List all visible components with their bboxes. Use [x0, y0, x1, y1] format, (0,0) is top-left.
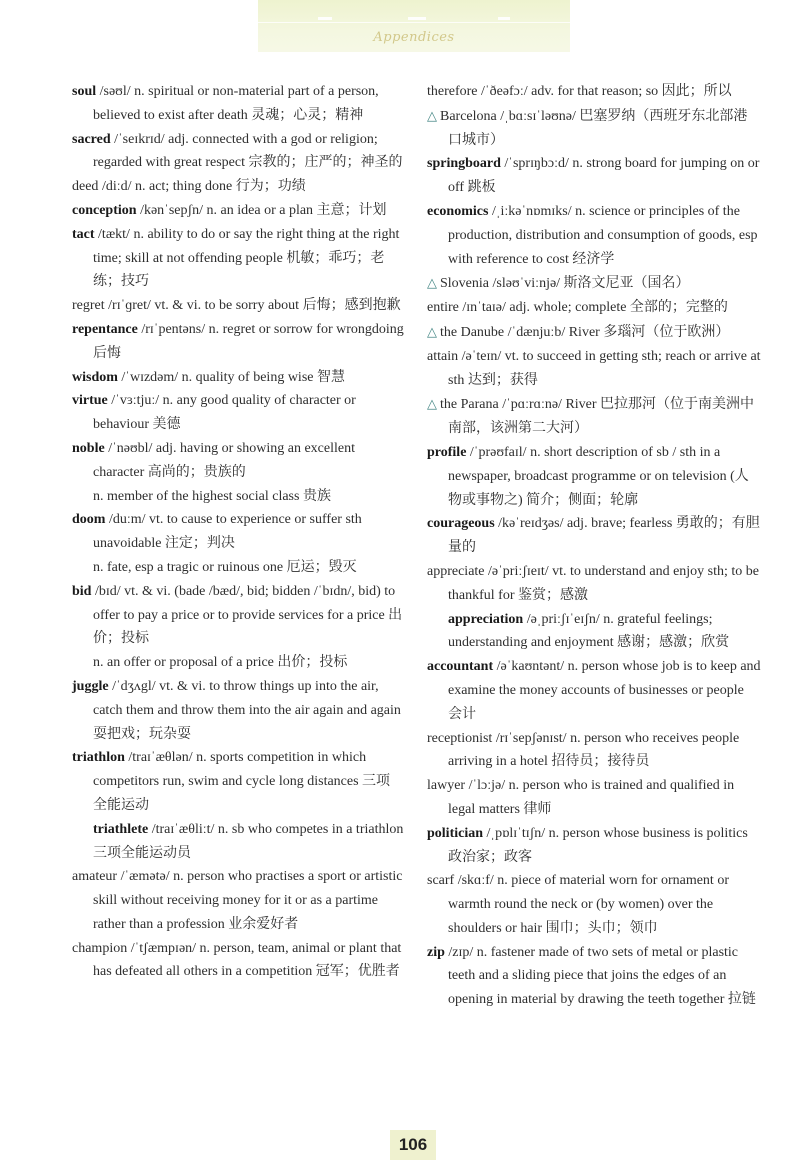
definition: /ˈwɪzdəm/ n. quality of being wise 智慧	[121, 369, 345, 385]
page-number: 106	[398, 1135, 428, 1154]
sub-definition-text: /əˌpriːʃɪˈeɪʃn/ n. grateful feelings; understanding and enjoyment 感谢；感激；欣赏	[448, 611, 730, 651]
headword: springboard	[427, 156, 501, 172]
glossary-entry	[427, 560, 761, 655]
headword: lawyer	[427, 778, 466, 794]
glossary-entry	[427, 774, 761, 822]
glossary-entry	[72, 437, 404, 508]
headword: regret	[72, 298, 105, 314]
glossary-entry	[427, 345, 761, 393]
definition: /ˈðeəfɔː/ adv. for that reason; so 因此；所以	[481, 84, 732, 99]
glossary-entry	[72, 199, 404, 223]
definition: /ˌiːkəˈnɒmɪks/ n. science or principles of the production, distribution and consumption of goods, esp with reference to cost 经济学	[448, 203, 758, 267]
glossary-entry	[427, 822, 761, 870]
glossary-entry	[427, 271, 761, 296]
glossary-entry	[427, 152, 761, 200]
glossary-entry	[427, 320, 761, 345]
glossary-entry	[427, 727, 761, 775]
glossary-entry	[427, 104, 761, 153]
headword: therefore	[427, 84, 478, 99]
definition: /ˈnəʊbl/ adj. having or showing an excellent character 高尚的；贵族的	[93, 440, 355, 480]
triangle-icon: △	[427, 275, 437, 291]
headword: conception	[72, 202, 137, 218]
sub-definition	[93, 485, 404, 509]
definition: /ˈsprɪŋbɔːd/ n. strong board for jumping on or off 跳板	[448, 156, 760, 196]
header-band	[258, 0, 570, 52]
header-dash	[408, 17, 426, 20]
definition: /ˈtʃæmpɪən/ n. person, team, animal or plant that has defeated all others in a competition 冠军；优胜者	[93, 940, 402, 980]
headword: sacred	[72, 131, 111, 147]
definition: /ˈæmətə/ n. person who practises a sport or artistic skill without receiving money for it or as a partime rather than a profession 业余爱好者	[93, 869, 403, 932]
header-dash	[498, 17, 510, 20]
sub-definition	[448, 608, 761, 656]
definition: /diːd/ n. act; thing done 行为；功绩	[101, 179, 306, 195]
glossary-entry	[72, 80, 404, 128]
definition: /ˈvɜːtjuː/ n. any good quality of character or behaviour 美德	[93, 393, 356, 433]
headword: tact	[72, 226, 95, 242]
definition: /ˈdænjuːb/ River 多瑙河（位于欧洲）	[507, 324, 730, 340]
headword: entire	[427, 300, 459, 316]
definition: /ɪnˈtaɪə/ adj. whole; complete 全部的；完整的	[462, 300, 728, 316]
headword: the Parana	[440, 397, 499, 413]
right-column	[427, 80, 761, 1012]
glossary-entry	[427, 441, 761, 512]
glossary-entry	[72, 175, 404, 199]
header-dash	[318, 17, 332, 20]
left-column	[72, 80, 404, 984]
definition: /səʊl/ n. spiritual or non-material part of a person, believed to exist after death 灵魂；心灵；精神	[93, 84, 379, 123]
definition: /tækt/ n. ability to do or say the right thing at the right time; skill at not offending people 机敏；乖巧；老练；技巧	[93, 226, 400, 290]
sub-definition	[93, 556, 404, 580]
definition: /ˈprəʊfaɪl/ n. short description of sb / sth in a newspaper, broadcast programme or on television (人物或事物之) 简介；侧面；轮廓	[448, 444, 749, 508]
headword: appreciate	[427, 563, 485, 579]
sub-headword: triathlete	[93, 821, 149, 837]
headword: noble	[72, 440, 105, 456]
glossary-entry	[427, 392, 761, 441]
definition: /ˈlɔːjə/ n. person who is trained and qualified in legal matters 律师	[448, 778, 735, 817]
definition: /rɪˈsepʃənɪst/ n. person who receives people arriving in a hotel 招待员；接待员	[448, 730, 740, 770]
definition: /duːm/ vt. to cause to experience or suffer sth unavoidable 注定；判决	[93, 512, 362, 552]
sub-definition-text: n. member of the highest social class 贵族	[93, 488, 331, 504]
definition: /rɪˈpentəns/ n. regret or sorrow for wrongdoing 后悔	[93, 321, 404, 361]
glossary-entry	[427, 941, 761, 1012]
headword: courageous	[427, 516, 495, 532]
headword: triathlon	[72, 750, 125, 766]
glossary-entry	[72, 746, 404, 865]
headword: politician	[427, 825, 484, 841]
definition: /kənˈsepʃn/ n. an idea or a plan 主意；计划	[140, 202, 387, 218]
sub-definition	[93, 651, 404, 675]
section-title: Appendices	[373, 30, 455, 45]
definition: /ˈdʒʌgl/ vt. & vi. to throw things up into the air, catch them and throw them into the air again and again 耍把戏；玩杂耍	[93, 678, 401, 742]
definition: /skɑːf/ n. piece of material worn for ornament or warmth round the neck or (by women) over the shoulders or hair 围巾；头巾；领巾	[448, 873, 729, 936]
headword: virtue	[72, 393, 108, 409]
headword: accountant	[427, 659, 494, 675]
headword: the Danube	[440, 324, 505, 340]
glossary-entry	[427, 200, 761, 271]
glossary-entry	[72, 508, 404, 579]
definition: /traɪˈæθlən/ n. sports competition in which competitors run, swim and cycle long distances 三项全能运动	[93, 750, 391, 813]
definition: /kəˈreɪdʒəs/ adj. brave; fearless 勇敢的；有胆量的	[448, 516, 760, 556]
sub-definition-text: n. an offer or proposal of a price 出价；投标	[93, 655, 348, 671]
definition: /bɪd/ vt. & vi. (bade /bæd/, bid; bidden /ˈbɪdn/, bid) to offer to pay a price or to provide services for a price 出价；投标	[93, 583, 403, 647]
headword: bid	[72, 583, 92, 599]
definition: /ˌbɑːsɪˈləʊnə/ 巴塞罗纳（西班牙东北部港口城市）	[448, 108, 748, 148]
definition: /əˈpriːʃɪeɪt/ vt. to understand and enjoy sth; to be thankful for 鉴赏；感激	[448, 563, 760, 603]
headword: amateur	[72, 869, 118, 885]
headword: repentance	[72, 321, 138, 337]
sub-definition	[93, 818, 404, 866]
glossary-entry	[72, 937, 404, 985]
glossary-entry	[72, 223, 404, 294]
definition: /sləʊˈviːnjə/ 斯洛文尼亚（国名）	[492, 276, 690, 292]
headword: doom	[72, 512, 106, 528]
glossary-entry	[427, 512, 761, 560]
glossary-entry	[72, 366, 404, 390]
header-rule	[258, 22, 570, 23]
headword: Barcelona	[440, 108, 497, 124]
sub-definition-text: /traɪˈæθliːt/ n. sb who competes in a triathlon 三项全能运动员	[93, 821, 404, 861]
sub-headword: appreciation	[448, 611, 524, 627]
glossary-entry	[72, 675, 404, 746]
glossary-entry	[427, 80, 761, 104]
glossary-entry	[72, 389, 404, 437]
glossary-entry	[72, 580, 404, 675]
definition: /ˈseɪkrɪd/ adj. connected with a god or religion; regarded with great respect 宗教的；庄严的；神圣的	[93, 131, 403, 171]
headword: champion	[72, 940, 128, 956]
definition: /ˈpɑːrɑːnə/ River 巴拉那河（位于南美洲中南部，该洲第二大河）	[448, 397, 755, 437]
headword: scarf	[427, 873, 455, 889]
headword: attain	[427, 348, 459, 364]
definition: /rɪˈɡret/ vt. & vi. to be sorry about 后悔；感到抱歉	[108, 298, 401, 314]
page-number-band	[390, 1130, 436, 1160]
glossary-entry	[427, 296, 761, 320]
triangle-icon: △	[427, 107, 437, 123]
headword: zip	[427, 944, 445, 960]
triangle-icon: △	[427, 323, 437, 339]
headword: receptionist	[427, 730, 493, 746]
headword: soul	[72, 84, 97, 99]
glossary-entry	[72, 865, 404, 936]
glossary-entry	[427, 655, 761, 726]
headword: wisdom	[72, 369, 118, 385]
definition: /əˈkaʊntənt/ n. person whose job is to keep and examine the money accounts of businesses or people 会计	[448, 659, 761, 722]
definition: /zɪp/ n. fastener made of two sets of metal or plastic teeth and a sliding piece that joins the edges of an opening in material by drawing the teeth together 拉链	[448, 944, 756, 1008]
definition: /ˌpɒlɪˈtɪʃn/ n. person whose business is politics 政治家；政客	[448, 825, 748, 865]
glossary-entry	[72, 128, 404, 176]
glossary-entry	[72, 294, 404, 318]
headword: economics	[427, 203, 489, 219]
headword: juggle	[72, 678, 109, 694]
definition: /əˈteɪn/ vt. to succeed in getting sth; reach or arrive at sth 达到；获得	[448, 348, 761, 388]
glossary-entry	[427, 869, 761, 940]
glossary-entry	[72, 318, 404, 366]
headword: deed	[72, 179, 99, 195]
headword: profile	[427, 444, 467, 460]
headword: Slovenia	[440, 276, 489, 292]
sub-definition-text: n. fate, esp a tragic or ruinous one 厄运；毁灭	[93, 559, 357, 575]
triangle-icon: △	[427, 396, 437, 412]
